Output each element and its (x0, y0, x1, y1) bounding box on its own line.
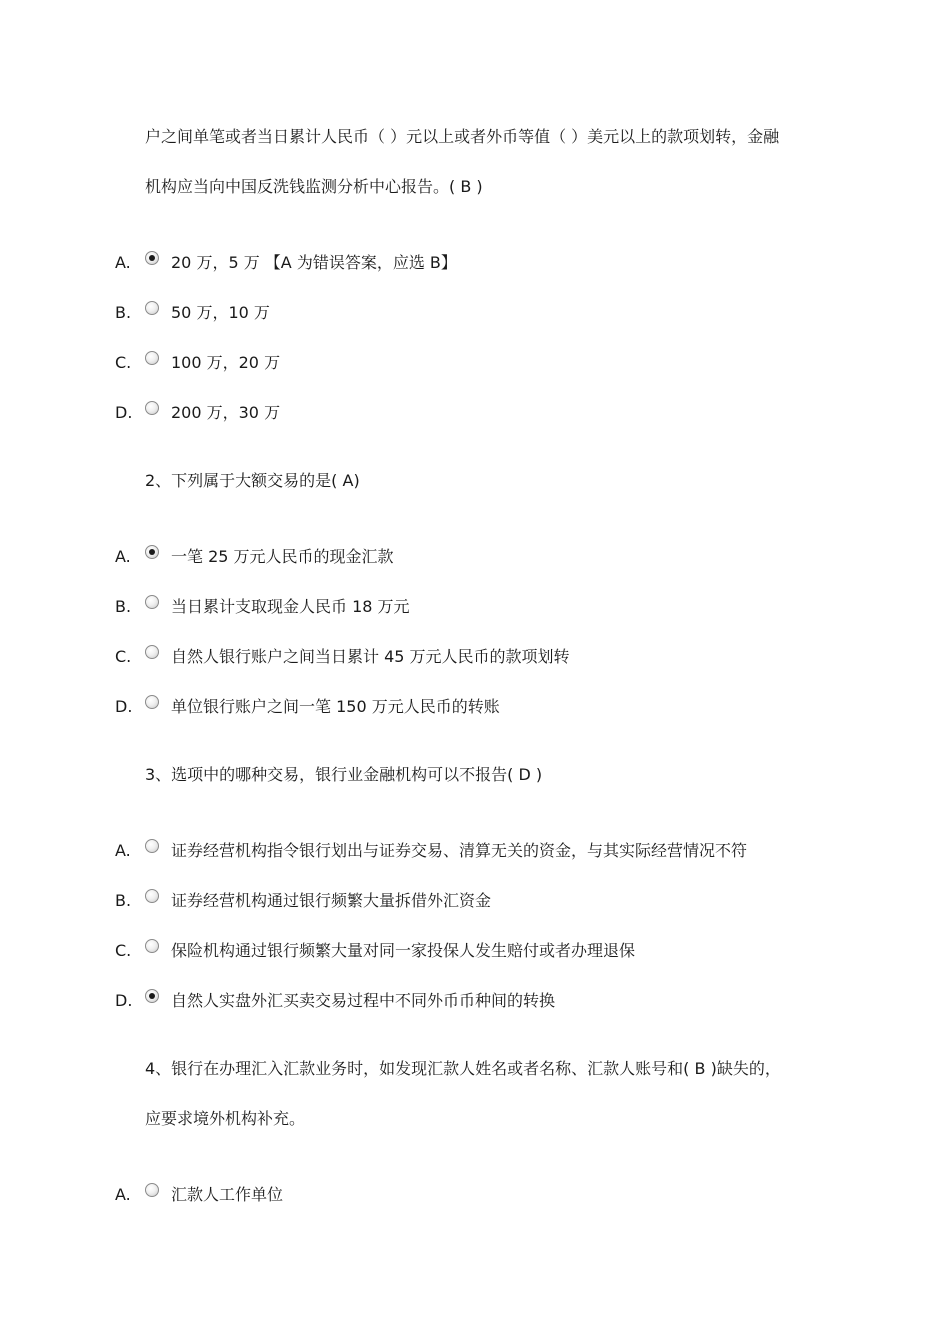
option-text: 单位银行账户之间一笔 150 万元人民币的转账 (171, 697, 500, 716)
question-2-text: 2、下列属于大额交易的是( A) (145, 471, 360, 490)
option-text: 当日累计支取现金人民币 18 万元 (171, 597, 410, 616)
question-3-option-c[interactable] (115, 940, 635, 962)
question-3-text: 3、选项中的哪种交易，银行业金融机构可以不报告( D ) (145, 765, 543, 784)
radio-unchecked-icon[interactable] (145, 401, 159, 415)
option-letter: D. (115, 991, 133, 1010)
option-letter: C. (115, 941, 132, 960)
radio-unchecked-icon[interactable] (145, 351, 159, 365)
question-2-option-d[interactable] (115, 696, 500, 718)
option-text: 100 万，20 万 (171, 353, 281, 372)
option-letter: B. (115, 303, 132, 322)
option-text: 200 万，30 万 (171, 403, 281, 422)
option-text: 自然人实盘外汇买卖交易过程中不同外币币种间的转换 (171, 991, 556, 1010)
option-letter: A. (115, 547, 131, 566)
option-text: 50 万，10 万 (171, 303, 270, 322)
option-text: 证券经营机构通过银行频繁大量拆借外汇资金 (171, 891, 492, 910)
question-1-text-line-2: 机构应当向中国反洗钱监测分析中心报告。( B ) (145, 177, 483, 196)
option-text: 20 万，5 万 【A 为错误答案，应选 B】 (171, 253, 457, 272)
question-2-option-c[interactable] (115, 646, 570, 668)
option-letter: A. (115, 1185, 131, 1204)
question-1-option-a[interactable] (115, 252, 457, 274)
radio-checked-icon[interactable] (145, 989, 159, 1003)
question-4-option-a[interactable] (115, 1184, 283, 1206)
option-text: 自然人银行账户之间当日累计 45 万元人民币的款项划转 (171, 647, 570, 666)
option-letter: C. (115, 353, 132, 372)
radio-unchecked-icon[interactable] (145, 1183, 159, 1197)
question-4-text-line-1: 4、银行在办理汇入汇款业务时，如发现汇款人姓名或者名称、汇款人账号和( B )缺失的， (145, 1059, 781, 1078)
option-text: 保险机构通过银行频繁大量对同一家投保人发生赔付或者办理退保 (171, 941, 636, 960)
radio-unchecked-icon[interactable] (145, 595, 159, 609)
option-letter: D. (115, 697, 133, 716)
option-letter: B. (115, 891, 132, 910)
question-2-option-a[interactable] (115, 546, 394, 568)
option-letter: B. (115, 597, 132, 616)
radio-unchecked-icon[interactable] (145, 889, 159, 903)
question-1-option-d[interactable] (115, 402, 280, 424)
question-4-text-line-2: 应要求境外机构补充。 (145, 1109, 306, 1128)
question-2-option-b[interactable] (115, 596, 410, 618)
option-letter: A. (115, 253, 131, 272)
radio-unchecked-icon[interactable] (145, 839, 159, 853)
question-1-option-c[interactable] (115, 352, 280, 374)
option-text: 证券经营机构指令银行划出与证券交易、清算无关的资金，与其实际经营情况不符 (171, 841, 748, 860)
question-1-text-line-1: 户之间单笔或者当日累计人民币（ ）元以上或者外币等值（ ）美元以上的款项划转，金融 (145, 127, 780, 146)
radio-unchecked-icon[interactable] (145, 695, 159, 709)
question-3-option-d[interactable] (115, 990, 555, 1012)
question-3-option-b[interactable] (115, 890, 491, 912)
radio-unchecked-icon[interactable] (145, 939, 159, 953)
question-3-option-a[interactable] (115, 840, 747, 862)
option-text: 汇款人工作单位 (171, 1185, 284, 1204)
option-letter: A. (115, 841, 131, 860)
radio-checked-icon[interactable] (145, 545, 159, 559)
radio-unchecked-icon[interactable] (145, 301, 159, 315)
option-letter: D. (115, 403, 133, 422)
radio-checked-icon[interactable] (145, 251, 159, 265)
option-letter: C. (115, 647, 132, 666)
question-1-option-b[interactable] (115, 302, 270, 324)
radio-unchecked-icon[interactable] (145, 645, 159, 659)
option-text: 一笔 25 万元人民币的现金汇款 (171, 547, 394, 566)
